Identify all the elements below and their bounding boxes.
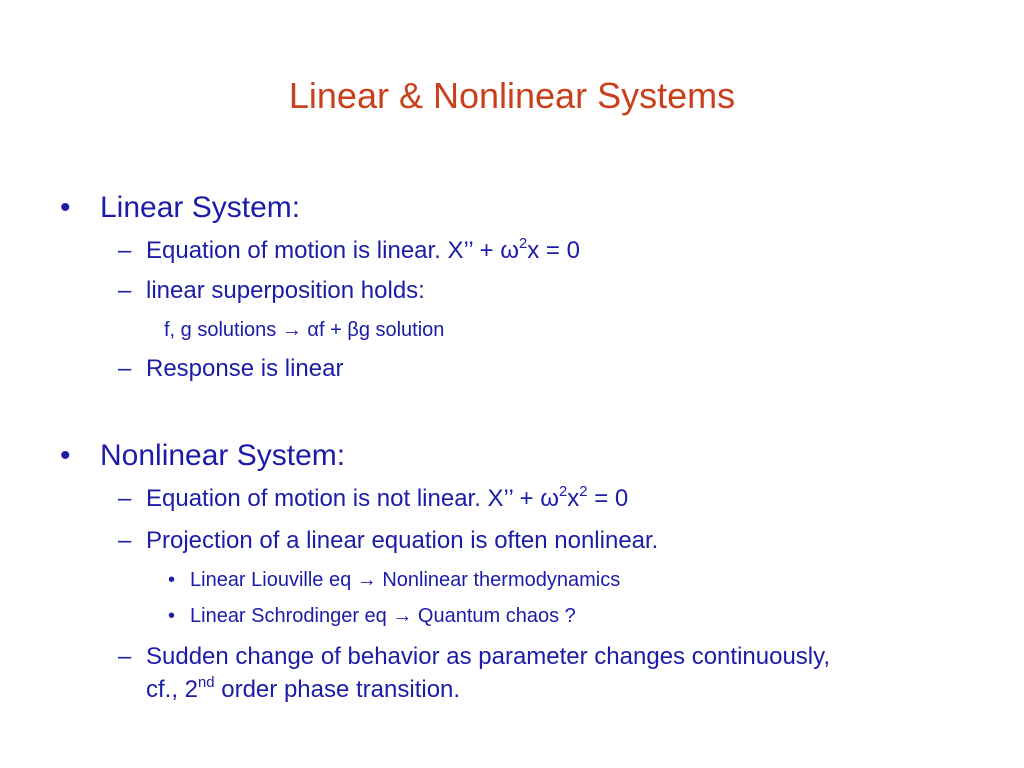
nonlinear-sudden-line1: Sudden change of behavior as parameter changes continuously, <box>146 643 831 670</box>
dash-marker: – <box>118 355 132 382</box>
linear-equation <box>146 236 580 266</box>
nonlinear-projection: Projection of a linear equation is often nonlinear. <box>146 527 659 554</box>
nonlinear-sudden-line2 <box>146 675 460 705</box>
nonlinear-equation <box>146 484 628 514</box>
nonlinear-schrodinger: Linear Schrodinger eq → Quantum chaos ? <box>190 605 576 627</box>
linear-heading: Linear System: <box>100 191 301 224</box>
dash-marker: – <box>118 527 132 554</box>
nonlinear-heading: Nonlinear System: <box>100 439 346 472</box>
nonlinear-equation-tail: = 0 <box>587 485 629 512</box>
linear-equation-tail: x = 0 <box>527 237 580 264</box>
superscript: 2 <box>579 483 588 500</box>
dash-marker: – <box>118 485 132 512</box>
small-bullet-marker: • <box>168 605 176 627</box>
slide-title: Linear & Nonlinear Systems <box>288 75 736 116</box>
sudden-text: cf., 2 <box>146 676 199 703</box>
nonlinear-equation-text: Equation of motion is not linear. X’’ + ω <box>146 485 559 512</box>
nonlinear-equation-var: x <box>567 485 580 512</box>
bullet-marker: • <box>60 439 71 472</box>
superscript: 2 <box>558 483 568 500</box>
sudden-text-tail: order phase transition. <box>214 676 461 703</box>
nonlinear-liouville: Linear Liouville eq → Nonlinear thermodynamics <box>190 569 621 591</box>
dash-marker: – <box>118 643 132 670</box>
linear-equation-text: Equation of motion is linear. X’’ + ω <box>146 237 519 264</box>
linear-solutions: f, g solutions → αf + βg solution <box>164 319 445 341</box>
bullet-marker: • <box>60 191 71 224</box>
small-bullet-marker: • <box>168 569 176 591</box>
dash-marker: – <box>118 237 132 264</box>
dash-marker: – <box>118 277 132 304</box>
linear-superposition: linear superposition holds: <box>146 277 425 304</box>
superscript: nd <box>198 674 215 691</box>
superscript: 2 <box>518 235 528 252</box>
linear-response: Response is linear <box>146 355 344 382</box>
